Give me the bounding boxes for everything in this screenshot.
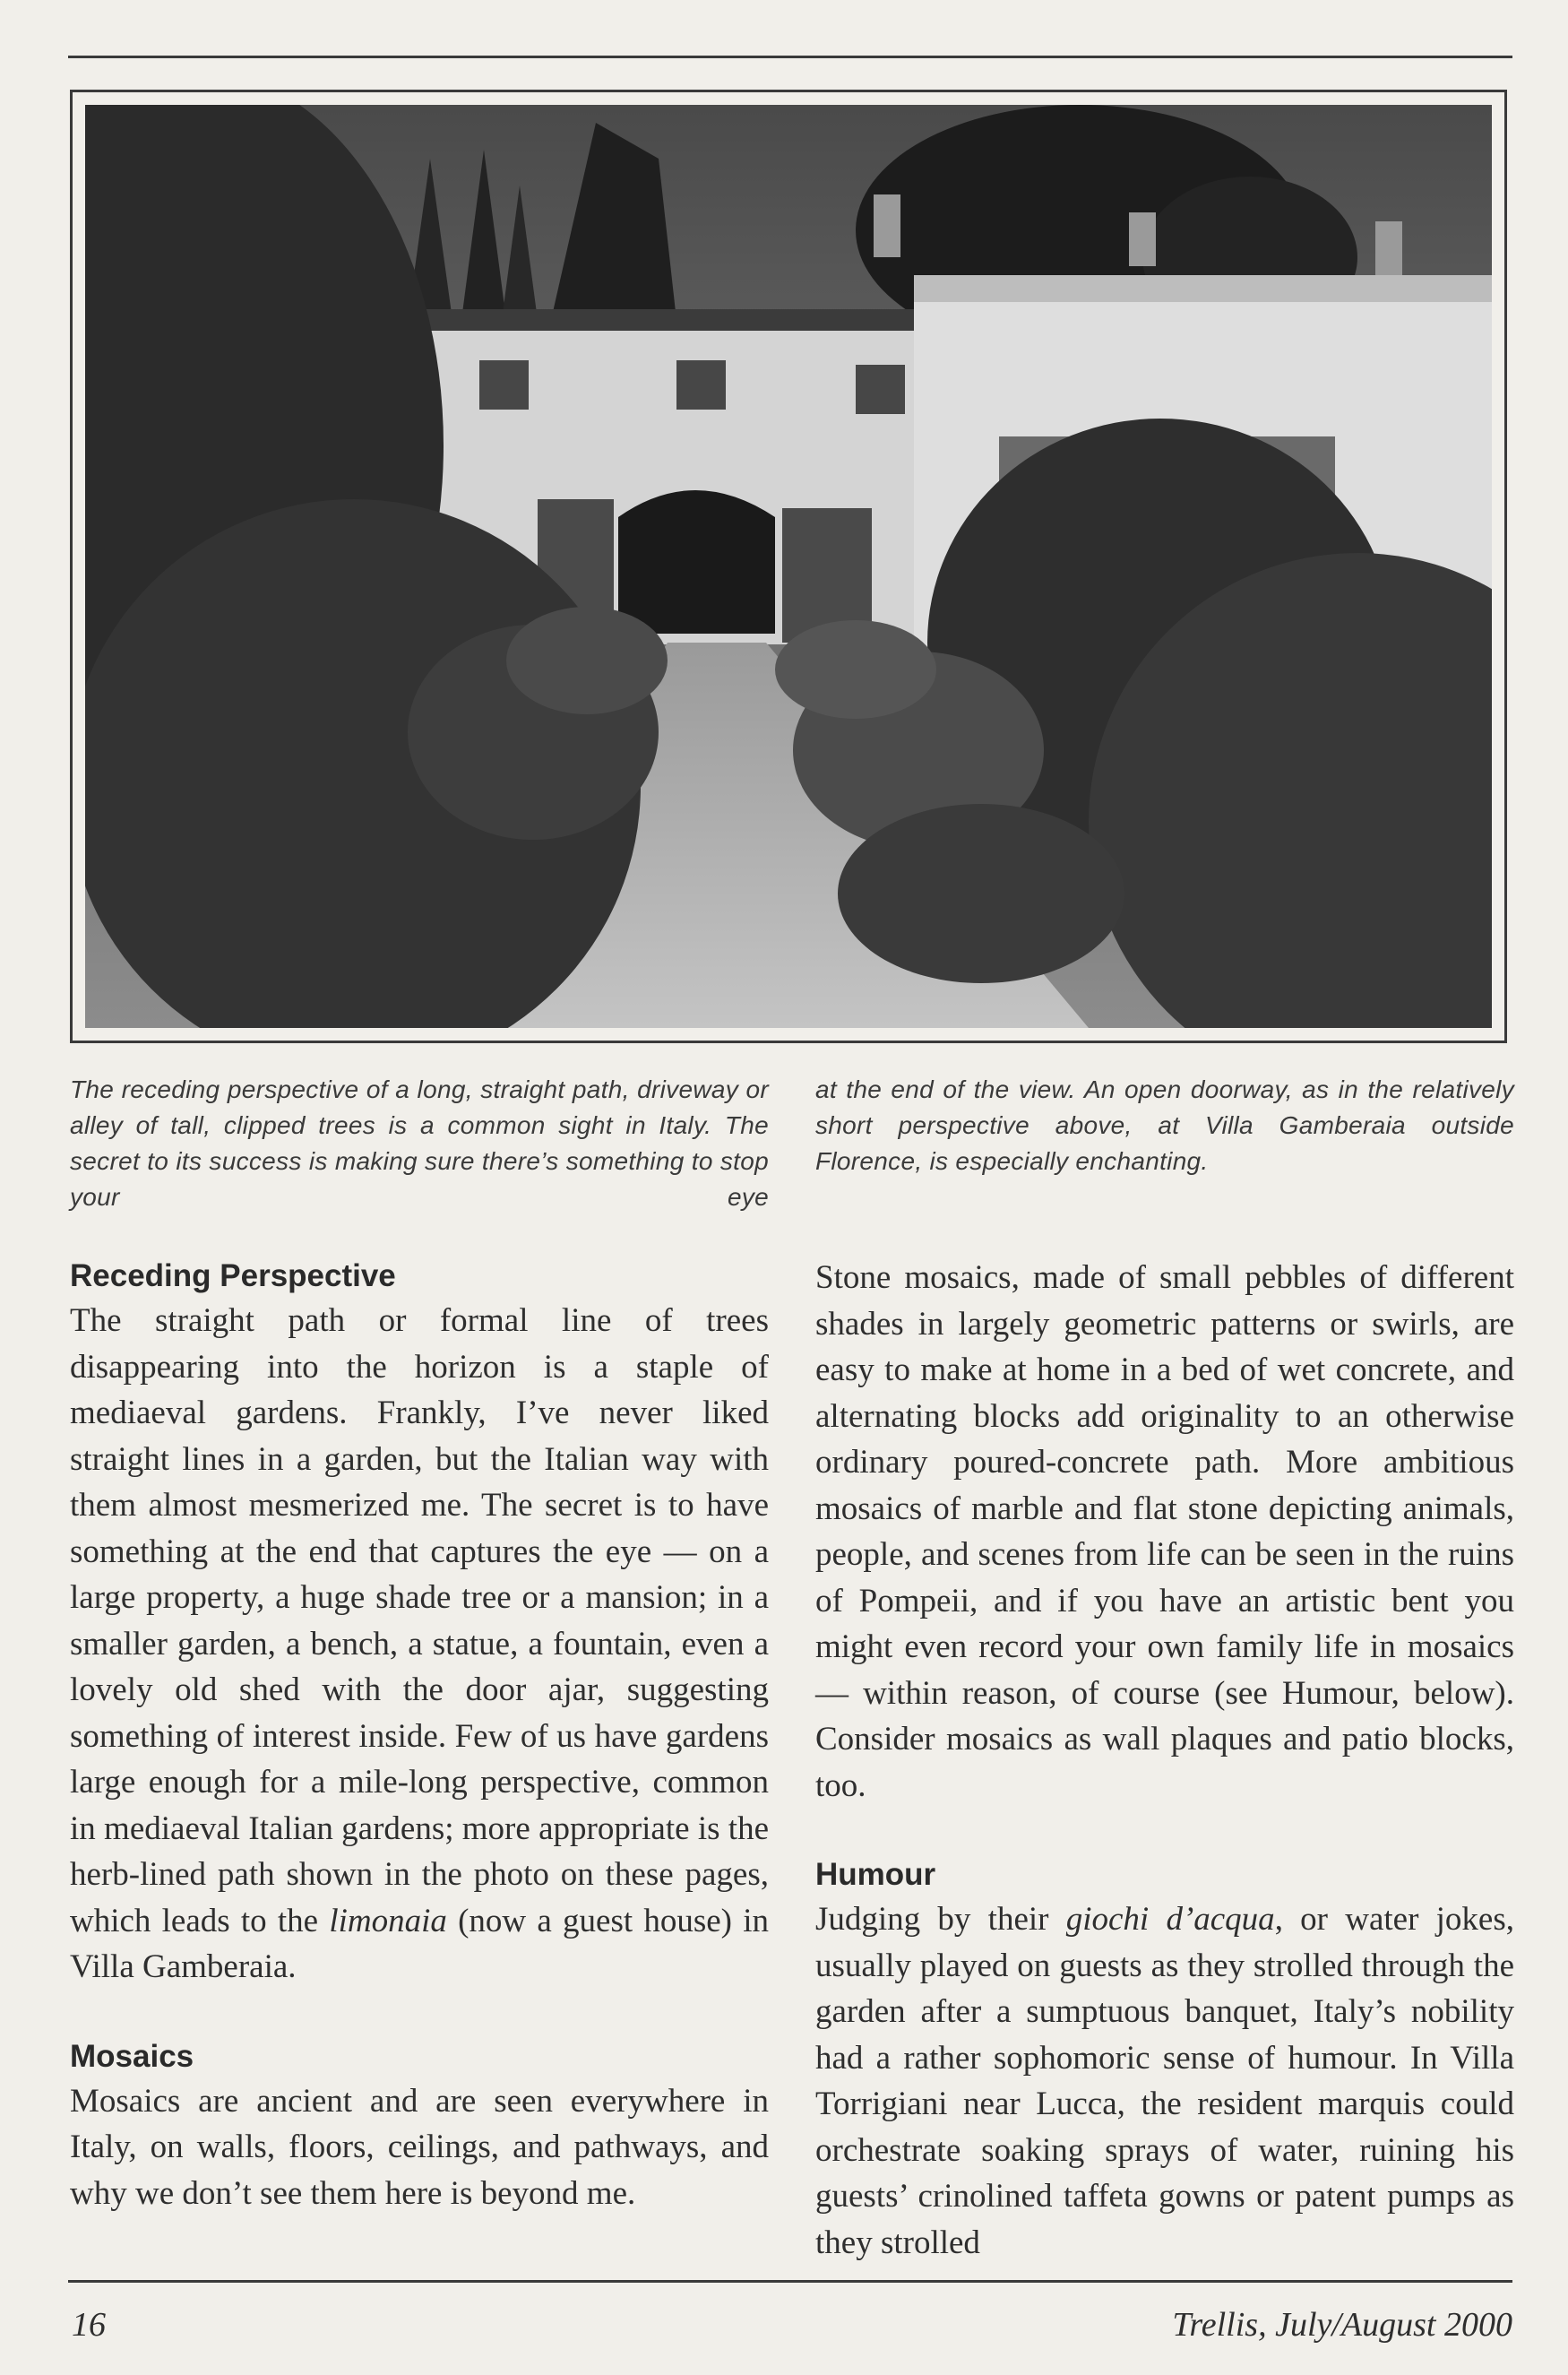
photo-caption-left: The receding perspective of a long, straight path, driveway or alley of tall, clipped trees is a common sight in Italy. The secret to its success is making sure there’s something to stop your eye (70, 1075, 769, 1211)
photo-frame (70, 90, 1507, 1043)
receding-perspective-paragraph (70, 1298, 769, 1991)
photo-caption-right: at the end of the view. An open doorway, as in the relatively short perspective above, at Villa Gamberaia outside Florence, is especially enchanting. (815, 1075, 1514, 1175)
publication-footer: Trellis, July/August 2000 (1172, 2306, 1512, 2344)
humour-paragraph (815, 1896, 1514, 2266)
garden-path-photo-illustration (85, 105, 1492, 1028)
limonaia-italic: limonaia (329, 1902, 447, 1939)
receding-text-1: The straight path or formal line of trees disappearing into the horizon is a staple of mediaeval gardens. Frankly, I’ve never liked straight lines in a garden, but the Italian way with them almost mesmerized me. The secret is to have something at the end that captures the eye — on a large property, a huge shade tree or a mansion; in a smaller garden, a bench, a statue, a fountain, even a lovely old shed with the door ajar, suggesting something of interest inside. Few of us have gardens large enough for a mile-long perspective, common in mediaeval Italian gardens; more appropriate is the herb-lined path shown in the photo on these pages, which leads to the (70, 1302, 769, 1939)
top-rule (68, 56, 1512, 58)
bottom-rule (68, 2280, 1512, 2283)
heading-receding-perspective: Receding Perspective (70, 1258, 396, 1293)
left-column (70, 1255, 769, 2216)
villa-gamberaia-photo (85, 105, 1492, 1028)
receding-text-2: (now a guest house) in Villa Gamberaia. (70, 1902, 769, 1985)
humour-text-2: , or water jokes, usually played on guests as they strolled through the garden after a sumptuous banquet, Italy’s nobility had a rather sophomoric sense of humour. In Villa Torrigiani near Lucca, the resident marquis could orchestrate soaking sprays of water, ruining his guests’ crinolined taffeta gowns or patent pumps as they strolled (815, 1901, 1514, 2261)
mosaics-paragraph-left: Mosaics are ancient and are seen everywhere in Italy, on walls, floors, ceilings, and pathways, and why we don’t see them here is beyond me. (70, 2082, 769, 2212)
heading-mosaics: Mosaics (70, 2038, 194, 2074)
mosaics-paragraph-right: Stone mosaics, made of small pebbles of different shades in largely geometric patterns or swirls, are easy to make at home in a bed of wet concrete, and alternating blocks add originality to an otherwise ordinary poured-concrete path. More ambitious mosaics of marble and flat stone depicting animals, people, and scenes from life can be seen in the ruins of Pompeii, and if you have an artistic bent you might even record your own family life in mosaics — within reason, of course (see Humour, below). Consider mosaics as wall plaques and patio blocks, too. (815, 1259, 1514, 1804)
right-column (815, 1255, 1514, 2266)
page-number: 16 (72, 2306, 106, 2344)
humour-text-1: Judging by their (815, 1901, 1066, 1938)
heading-humour: Humour (815, 1857, 936, 1892)
giochi-italic: giochi d’acqua (1065, 1901, 1275, 1938)
